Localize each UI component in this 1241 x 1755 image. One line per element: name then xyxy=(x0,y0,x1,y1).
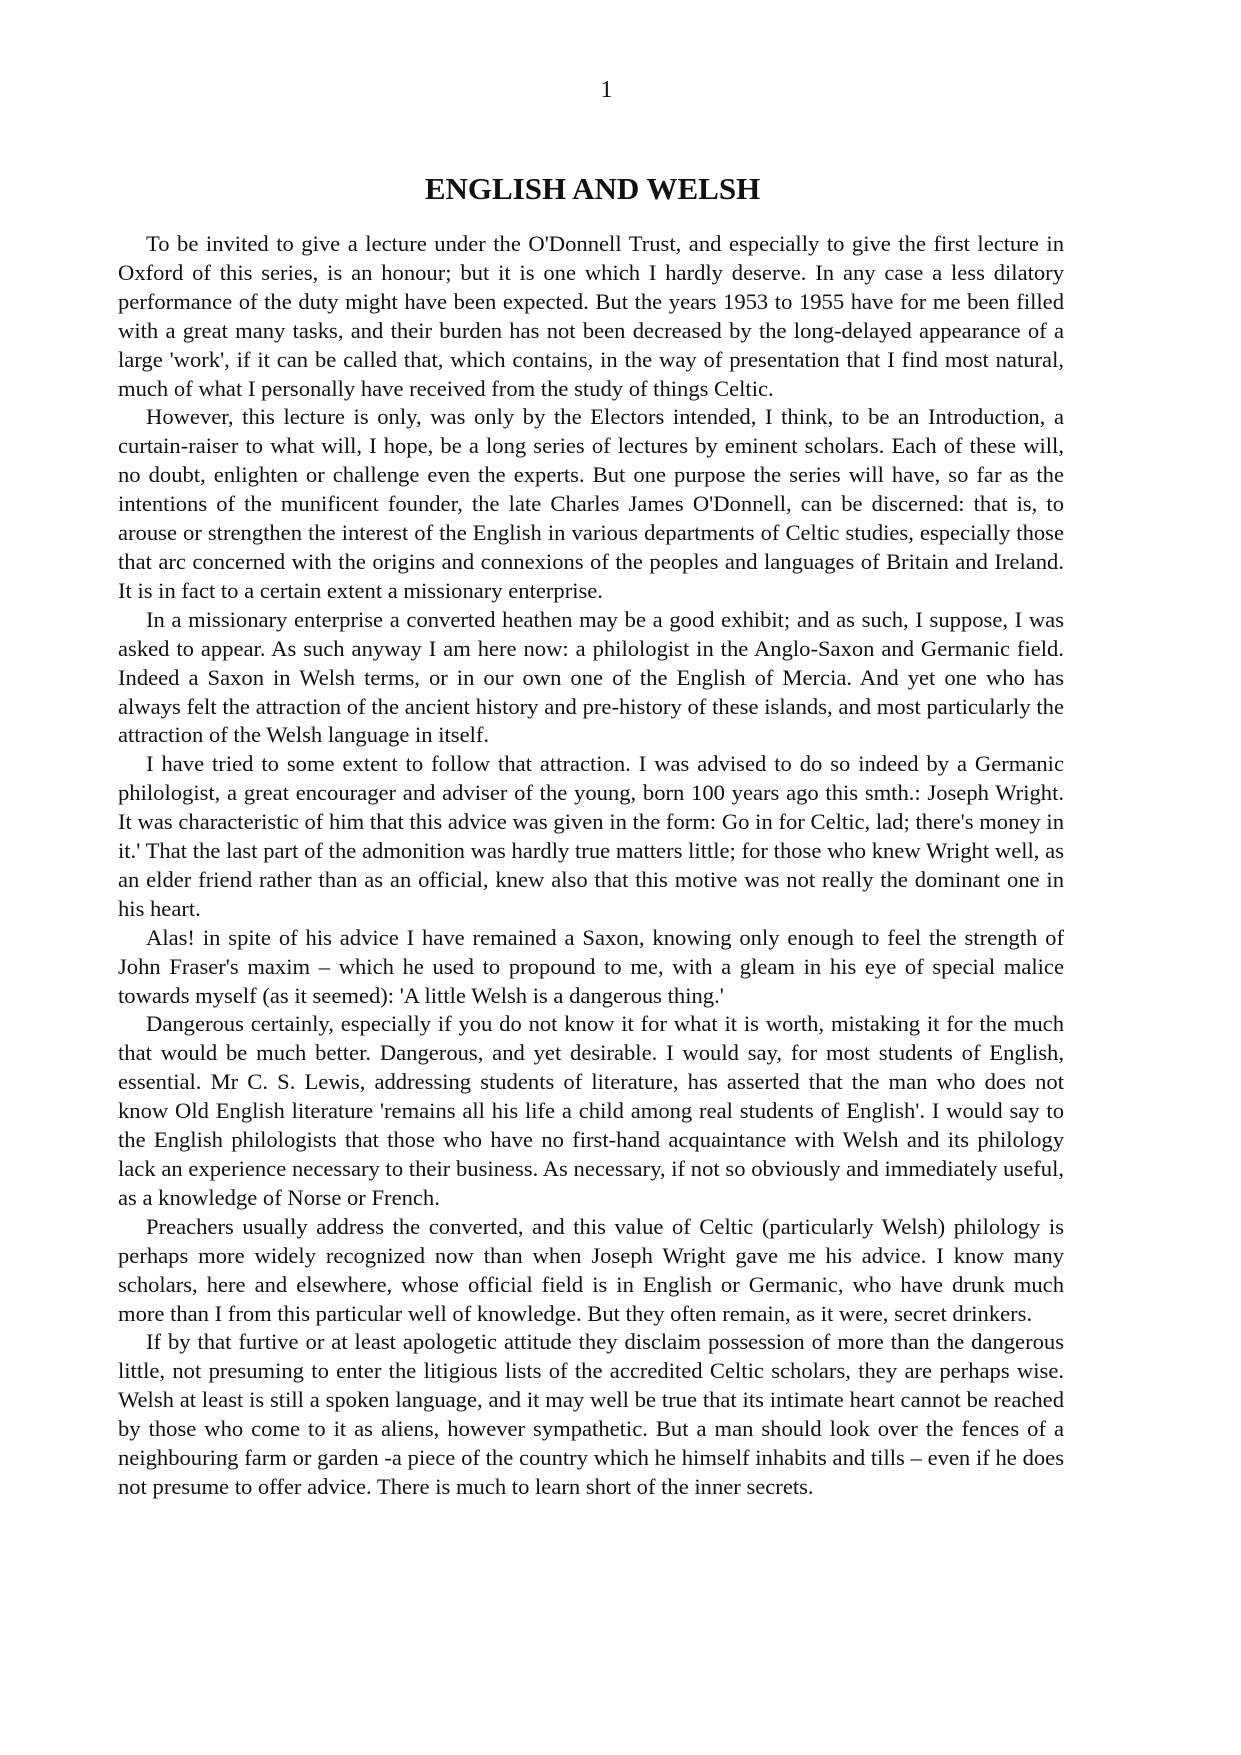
page-number: 1 xyxy=(600,77,613,103)
paragraph-6: Dangerous certainly, especially if you do not know it for what it is worth, mistaking it for the much that would be much better. Dangerous, and yet desirable. I would say, for most students of English, essential. Mr C. S. Lewis, addressing students of literature, has asserted that the man who does not know Old English literature 'remains all his life a child among real students of English'. I would say to the English philologists that those who have no first-hand acquaintance with Welsh and its philology lack an experience necessary to their business. As necessary, if not so obviously and immediately useful, as a knowledge of Norse or French. xyxy=(118,1011,1064,1210)
paragraph-1: To be invited to give a lecture under the O'Donnell Trust, and especially to give the first lecture in Oxford of this series, is an honour; but it is one which I hardly deserve. In any case a less dilatory performance of the duty might have been expected. But the years 1953 to 1955 have for me been filled with a great many tasks, and their burden has not been decreased by the long-delayed appearance of a large 'work', if it can be called that, which contains, in the way of presentation that I find most natural, much of what I personally have received from the study of things Celtic. xyxy=(118,231,1064,401)
document-body xyxy=(118,230,1064,1502)
paragraph-5: Alas! in spite of his advice I have remained a Saxon, knowing only enough to feel the strength of John Fraser's maxim – which he used to propound to me, with a gleam in his eye of special malice towards myself (as it seemed): 'A little Welsh is a dangerous thing.' xyxy=(118,924,1064,1008)
paragraph-2: However, this lecture is only, was only by the Electors intended, I think, to be an Introduction, a curtain-raiser to what will, I hope, be a long series of lectures by eminent scholars. Each of these will, no doubt, enlighten or challenge even the experts. But one purpose the series will have, so far as the intentions of the munificent founder, the late Charles James O'Donnell, can be discerned: that is, to arouse or strengthen the interest of the English in various departments of Celtic studies, especially those that arc concerned with the origins and connexions of the peoples and languages of Britain and Ireland. It is in fact to a certain extent a missionary enterprise. xyxy=(118,404,1064,603)
page-title: ENGLISH AND WELSH xyxy=(424,171,761,206)
paragraph-4: I have tried to some extent to follow that attraction. I was advised to do so indeed by a Germanic philologist, a great encourager and adviser of the young, born 100 years ago this smth.: Joseph Wright. It was characteristic of him that this advice was given in the form: Go in for Celtic, lad; there's money in it.' That the last part of the admonition was hardly true matters little; for those who knew Wright well, as an elder friend rather than as an official, knew also that this motive was not really the dominant one in his heart. xyxy=(118,751,1064,921)
paragraph-3: In a missionary enterprise a converted heathen may be a good exhibit; and as such, I suppose, I was asked to appear. As such anyway I am here now: a philologist in the Anglo-Saxon and Germanic field. Indeed a Saxon in Welsh terms, or in our own one of the English of Mercia. And yet one who has always felt the attraction of the ancient history and pre-history of these islands, and most particularly the attraction of the Welsh language in itself. xyxy=(118,606,1064,748)
paragraph-7: Preachers usually address the converted, and this value of Celtic (particularly Welsh) philology is perhaps more widely recognized now than when Joseph Wright gave me his advice. I know many scholars, here and elsewhere, whose official field is in English or Germanic, who have drunk much more than I from this particular well of knowledge. But they often remain, as it were, secret drinkers. xyxy=(118,1213,1064,1326)
paragraph-8: If by that furtive or at least apologetic attitude they disclaim possession of more than the dangerous little, not presuming to enter the litigious lists of the accredited Celtic scholars, they are perhaps wise. Welsh at least is still a spoken language, and it may well be true that its intimate heart cannot be reached by those who come to it as aliens, however sympathetic. But a man should look over the fences of a neighbouring farm or garden -a piece of the country which he himself inhabits and tills – even if he does not presume to offer advice. There is much to learn short of the inner secrets. xyxy=(118,1329,1064,1499)
